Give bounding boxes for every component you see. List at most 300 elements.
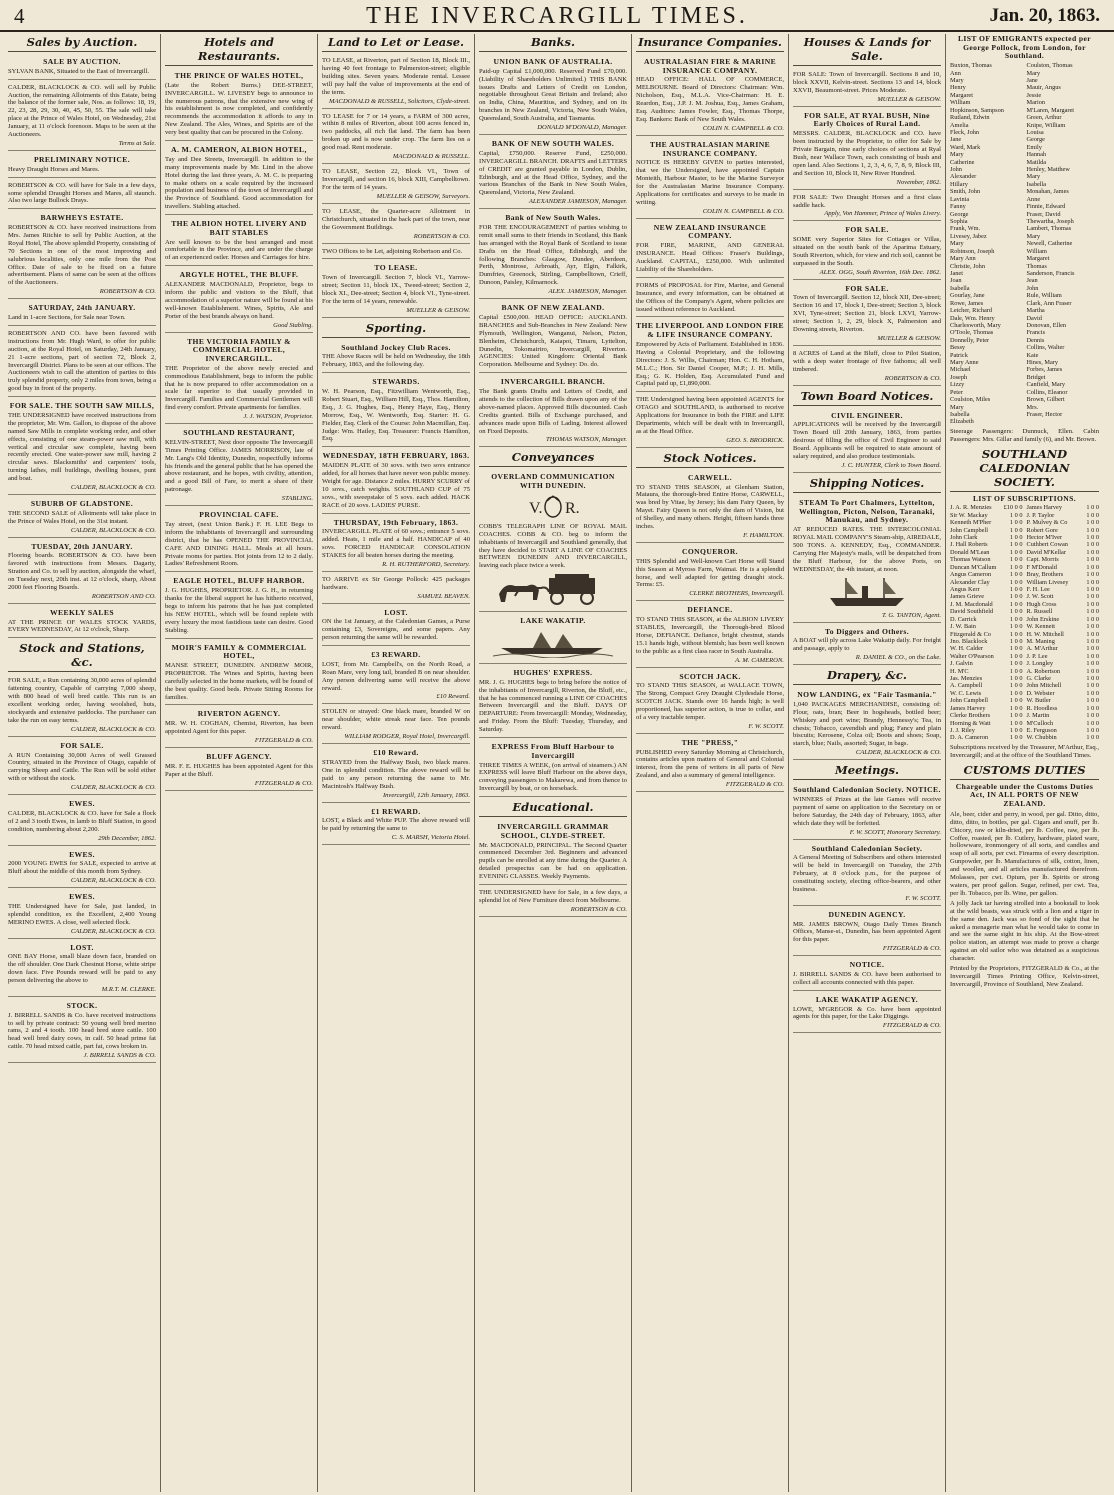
ad-title: STEWARDS. bbox=[372, 377, 420, 387]
ad-body: TO ARRIVE ex Sir George Pollock: 425 packages hardware. bbox=[322, 575, 470, 591]
subscription-amount: 1 0 0 bbox=[1009, 704, 1023, 712]
emigrant-name: Hines, Mary bbox=[1026, 359, 1058, 367]
subscription-row bbox=[1027, 556, 1100, 563]
ad-title: NOTICE. bbox=[849, 960, 885, 970]
ad-body: A BOAT will ply across Lake Wakatip daily. For freight and passage, apply to bbox=[793, 637, 941, 653]
advertisement bbox=[479, 55, 627, 135]
ad-title: THE VICTORIA FAMILY & COMMERCIAL HOTEL, INVERCARGILL. bbox=[187, 336, 291, 363]
ad-signature: Terms at Sale. bbox=[118, 139, 156, 147]
ad-title: TUESDAY, 20th JANUARY. bbox=[31, 541, 133, 551]
subscriber-name: A. M'Arthur bbox=[1026, 645, 1058, 653]
ad-title: Southland Caledonian Society. bbox=[811, 843, 923, 853]
advertisement bbox=[322, 648, 470, 704]
subscriber-name: Bray, Brothers bbox=[1026, 571, 1064, 579]
ad-title: THURSDAY, 19th February, 1863. bbox=[333, 517, 459, 527]
ad-signature: FITZGERALD & CO. bbox=[882, 945, 941, 953]
ad-body: W. H. Pearson, Esq., Fitzwilliam Wentworth, Esq., Robert Stuart, Esq., William Hill, Esq., Thos. Hamilton, Esq., J. G. Hughes, Esq., Henry Haye, Esq., Henry Morrow, Esq., W. Wentworth, Esq. Starter: H. G. Fielder, Esq. Clerk of the Course: John Macmillan, Esq. Judge: Wm. Hatley, Esq. Treasurer: Francis Hamilton, Esq. bbox=[322, 388, 470, 443]
emigrant-name: Monahan, James bbox=[1026, 188, 1069, 196]
ad-body: ROBERTSON & CO. have received instructions from Mrs. James Ritchie to sell by Public Auction, at the Royal Hotel, The above splendid Property, consisting of 70 Sections in one of the most improving and salubrious localities, only one mile from the Post Office. Date of sale to be fixed on a future advertisement. Plans of same can be seen at the offices of the Auctioneers. bbox=[8, 224, 156, 287]
ad-title: FOR SALE. THE SOUTH SAW MILLS, bbox=[9, 401, 155, 411]
subscription-row bbox=[950, 645, 1023, 652]
ad-signature: MUELLER & GEISOW. bbox=[877, 335, 941, 342]
advertisement bbox=[793, 109, 941, 190]
section-heading: SOUTHLAND CALEDONIAN SOCIETY. bbox=[950, 446, 1099, 492]
subscription-row bbox=[950, 519, 1023, 526]
ad-body: THREE TIMES A WEEK, (on arrival of steamers.) AN EXPRESS will leave Bluff Harbour on the above days, conveying passengers to Makarewa, and from thence to Invercargill by boat, or on horseback. bbox=[479, 761, 627, 793]
emigrant-name: Knipe, William bbox=[1026, 121, 1066, 129]
ad-title: THE "PRESS," bbox=[681, 737, 739, 747]
advertisement bbox=[636, 670, 784, 734]
emigrant-name: Hillary bbox=[950, 180, 968, 188]
subscription-row bbox=[1027, 631, 1100, 638]
subscription-amount: 1 0 0 bbox=[1086, 578, 1099, 586]
ad-title: UNION BANK OF AUSTRALIA. bbox=[493, 57, 613, 66]
emigrant-name: Canfield, Mary bbox=[1026, 381, 1065, 389]
advertisement bbox=[8, 606, 156, 639]
advertisement bbox=[8, 675, 156, 736]
subscription-row bbox=[1027, 690, 1100, 697]
ad-signature: COLIN N. CAMPBELL & CO. bbox=[702, 207, 784, 215]
ad-title: £10 Reward. bbox=[373, 748, 419, 758]
subscription-amount: 1 0 0 bbox=[1086, 637, 1099, 645]
ad-body: FOR FIRE, MARINE, AND GENERAL INSURANCE. Head Offices: Fraser's Buildings, Auckland. CAPITAL, £250,000. With unlimited Liability of the Shareholders. bbox=[636, 242, 784, 273]
ad-body: Mr. MACDONALD, PRINCIPAL. The Second Quarter commenced December 3rd. Beginners and advanced pupils can be enrolled at any time during the Quarter. A detailed prospectus can be had on application. EVENING CLASSES. Weekly Payments. bbox=[479, 841, 627, 881]
ad-signature: ROBERTSON & CO. bbox=[413, 232, 470, 240]
subscription-row bbox=[950, 660, 1023, 667]
advertisement bbox=[793, 908, 941, 956]
emigrant-name: William bbox=[950, 99, 971, 107]
subscription-row bbox=[1027, 579, 1100, 586]
ad-signature: 29th December, 1862. bbox=[98, 834, 156, 842]
subscription-row bbox=[950, 556, 1023, 563]
ad-body: CALDER, BLACKLOCK & CO. have for Sale a flock of 2 and 3 tooth Ewes, in lamb to Bluff Station, in good condition, numbering about 2,200. bbox=[8, 809, 156, 833]
ad-title: £3 REWARD. bbox=[371, 650, 421, 660]
emigrant-name: Henry bbox=[950, 84, 966, 92]
ad-body: STOLEN or strayed: One black mare, branded W on near shoulder, white streak near face. Ten pounds reward. bbox=[322, 708, 470, 732]
subscriber-name: E. Ferguson bbox=[1026, 727, 1057, 735]
advertisement bbox=[322, 574, 470, 604]
subscription-list bbox=[950, 504, 1099, 742]
advertisement bbox=[322, 55, 470, 109]
ad-signature: F. W. SCOTT, Honorary Secretary. bbox=[849, 828, 941, 836]
advertisement bbox=[793, 783, 941, 839]
emigrant-name: Mary bbox=[950, 151, 964, 159]
section-heading: Land to Let or Lease. bbox=[322, 34, 470, 52]
emigrant-name: Kate bbox=[1026, 351, 1039, 359]
subscriber-name: David Southfield bbox=[950, 608, 994, 616]
subscription-amount: 1 0 0 bbox=[1009, 652, 1023, 660]
subscription-row bbox=[950, 549, 1023, 556]
ad-signature: T. G. TANTON, Agent. bbox=[881, 611, 941, 619]
subscription-row bbox=[950, 697, 1023, 704]
ad-signature: ROBERTSON & CO. bbox=[884, 374, 941, 382]
subscription-row bbox=[1027, 675, 1100, 682]
section-heading: Houses & Lands for Sale. bbox=[793, 34, 941, 66]
subscription-row bbox=[1027, 504, 1100, 511]
subscription-row bbox=[950, 608, 1023, 615]
ad-body: TO LEASE for 7 or 14 years, a FARM of 300 acres, within 8 miles of Riverton, about 100 acres fenced in, two paddocks, all rich flat land. The farm has been broken up and is now under crop. The farm lies on a good road. Rent moderate. bbox=[322, 112, 470, 152]
ad-title: THE AUSTRALASIAN MARINE INSURANCE COMPANY. bbox=[649, 139, 771, 158]
ad-body: Town of Invercargill. Section 12, block XII, Dee-street; Section 16 and 17, block I, Dee-street; Section 3, block XVI, Tyne-street; Section 21, block LXVI, Yarrow-street; Section 1, 2, 29, block X, Palmerston and Downing streets, Riverton. bbox=[793, 294, 941, 334]
emigrant-name: Brown, Gilbert bbox=[1026, 396, 1065, 404]
emigrant-name: Mary Ann bbox=[950, 255, 976, 263]
ad-body: ONE BAY Horse, small blaze down face, branded on the off shoulder. One Dark Chestnut Horse, white stripe down face. Five Pounds reward will be paid to any person delivering the above to bbox=[8, 953, 156, 984]
subscription-amount: 1 0 0 bbox=[1086, 519, 1099, 527]
page-number: 4 bbox=[14, 4, 25, 28]
advertisement bbox=[479, 211, 627, 299]
subscriber-name: Jno. Blacklock bbox=[950, 637, 988, 645]
subscription-amount: 1 0 0 bbox=[1009, 637, 1023, 645]
subscription-amount: 1 0 0 bbox=[1009, 615, 1023, 623]
subscription-amount: 1 0 0 bbox=[1009, 660, 1023, 668]
ad-title: CARWELL. bbox=[687, 472, 733, 482]
emigrant-name: Rowe, James bbox=[950, 299, 984, 307]
advertisement bbox=[636, 55, 784, 136]
emigrant-name: Henley, Matthew bbox=[1026, 166, 1070, 174]
emigrant-name: Ward, Mark bbox=[950, 143, 981, 151]
emigrant-name: Donnelly, Peter bbox=[950, 336, 990, 344]
ad-body: THE Undersigned have for Sale, just landed, in splendid condition, ex the Excellent, 2,400 Young MERINO EWES. A close, well selected flock. bbox=[8, 902, 156, 926]
ad-body: Flooring boards. ROBERTSON & CO. have been favored with instructions from Messrs. Dagarty, Stratton and Co. to sell by auction, alongside the wharf, on Tuesday next, 20th inst. at 12 o'clock, sharp, About 2000 feet Flooring Boards. bbox=[8, 552, 156, 591]
emigrant-name: Isabella bbox=[950, 410, 970, 418]
advertisement bbox=[8, 890, 156, 938]
subscription-amount: 1 0 0 bbox=[1086, 608, 1099, 616]
subscription-amount: 1 0 0 bbox=[1009, 719, 1023, 727]
advertisement bbox=[165, 426, 313, 506]
subscriber-name: Angus Kerr bbox=[950, 586, 980, 593]
customs-subtitle: Chargeable under the Customs Duties Act, IN ALL PORTS OF NEW ZEALAND. bbox=[955, 781, 1094, 809]
emigrant-name: Coulston, Miles bbox=[950, 396, 991, 404]
emigrant-name: Livesey, Jabez bbox=[950, 232, 987, 240]
advertisement bbox=[8, 848, 156, 889]
ad-title: EWES. bbox=[69, 849, 95, 859]
subscription-amount: 1 0 0 bbox=[1009, 697, 1023, 705]
ad-body: Capital, £750,000. Reserve Fund, £250,000. INVERCARGILL BRANCH. DRAFTS and LETTERS of CREDIT are granted payable in London, Dublin, Edinburgh, and at the Head Office, Sydney, and the various Branches of the Bank in New South Wales, Queensland, Victoria, New Zealand. bbox=[479, 149, 627, 197]
ad-body: 1,040 PACKAGES MERCHANDISE, consisting of: Flour, oats, bran; Beer in hogsheads, bottled beer; Whiskey and port wine; Brandy, Hennessy's; Tea, in chests; Tobacco, cavendish and plug; Fancy and plain biscuits; Kerosene, Colza oil; Boots and shoes; Soap, starch, blue; Nails, assorted; Sugar, in bags. bbox=[793, 700, 941, 748]
subscription-amount: 1 0 0 bbox=[1086, 541, 1099, 549]
emigrant-column bbox=[1027, 62, 1100, 426]
subscription-amount: 1 0 0 bbox=[1009, 586, 1023, 593]
subscription-row bbox=[1027, 608, 1100, 615]
emigrant-name: Fleck, John bbox=[950, 128, 980, 136]
subscription-amount: 1 0 0 bbox=[1009, 541, 1023, 549]
ad-signature: F. W. SCOTT. bbox=[905, 894, 941, 902]
ad-signature: STABLING. bbox=[281, 495, 313, 503]
ad-title: ARGYLE HOTEL, THE BLUFF. bbox=[179, 270, 299, 280]
ad-title: SOUTHLAND RESTAURANT, bbox=[183, 428, 295, 438]
emigrant-name: Christie, John bbox=[950, 262, 985, 270]
advertisement bbox=[165, 641, 313, 706]
subscription-row bbox=[950, 705, 1023, 712]
advertisement bbox=[322, 805, 470, 846]
advertisement bbox=[322, 166, 470, 204]
emigrant-name: Fraser, David bbox=[1026, 210, 1061, 218]
advertisement bbox=[8, 540, 156, 604]
subscription-row bbox=[1027, 720, 1100, 727]
subscription-row bbox=[1027, 668, 1100, 675]
subscriber-name: F. H. Lee bbox=[1026, 586, 1050, 593]
subscription-notes: Subscriptions received by the Treasurer, M'Arthur, Esq., Invercargill; and at the office of the Southland Times. bbox=[950, 743, 1099, 759]
ad-title: LAKE WAKATIP. bbox=[520, 616, 586, 626]
ad-title: BARWHEYS ESTATE. bbox=[40, 213, 124, 223]
emigrant-name: Emily bbox=[1026, 143, 1042, 151]
emigrant-name: Bridget bbox=[1026, 373, 1046, 381]
emigrant-name: Mary bbox=[1026, 173, 1041, 181]
subscriber-name: Thomas Watson bbox=[950, 556, 991, 564]
ad-signature: FITZGERALD & CO. bbox=[882, 1022, 941, 1030]
subscription-row bbox=[1027, 727, 1100, 734]
ad-body: THE SECOND SALE of Allotments will take place in the Prince of Wales Hotel, on the 31st instant. bbox=[8, 509, 156, 525]
subscription-amount: 1 0 0 bbox=[1009, 563, 1023, 571]
advertisement bbox=[165, 335, 313, 425]
advertisement bbox=[636, 603, 784, 667]
emigrant-name: Jane bbox=[950, 136, 962, 144]
emigrant-name: Isabella bbox=[950, 284, 970, 292]
emigrant-name: Coulston, Thomas bbox=[1026, 62, 1073, 70]
subscription-amount: 1 0 0 bbox=[1086, 593, 1099, 601]
advertisement bbox=[8, 328, 156, 397]
subscriber-name: R. Hoodless bbox=[1026, 704, 1058, 712]
ad-title: WEEKLY SALES bbox=[50, 607, 114, 617]
emigrant-name: Forbes, James bbox=[1026, 366, 1063, 374]
ad-title: MOIR'S FAMILY & COMMERCIAL HOTEL, bbox=[171, 642, 307, 661]
subscriber-name: J. Hall Roberts bbox=[950, 541, 988, 549]
emigrant-name: Francis bbox=[1026, 329, 1046, 337]
ad-signature: ROBERTSON AND CO. bbox=[91, 592, 156, 600]
emigrant-notes: Steerage Passengers: Dunnuck, Ellen. Cabin Passengers: Mrs. Gillar and family (6), and Mr. Brown. bbox=[950, 427, 1099, 443]
ad-body: MR. J. G. HUGHES begs to bring before the notice of the inhabitants of Invercargill, Riverton, the Bluff, etc., that he has commenced running a LINE OF COACHES Between Invercargill and the Bluff. DAYS OF DEPARTURE: From Invercargill: Monday, Wednesday, and Friday. From the Bluff: Tuesday, Thursday, and Saturday. bbox=[479, 678, 627, 734]
ad-body: TO STAND THIS SEASON, at WALLACE TOWN, The Strong, Compact Grey Draught Clydesdale Horse, SCOTCH JACK. Stands over 16 hands high; is well proportioned, has superior action, is true to collar, and of a very tractable temper. bbox=[636, 682, 784, 721]
advertisement bbox=[793, 688, 941, 760]
subscriber-name: Alexander Clay bbox=[950, 578, 990, 586]
column-5 bbox=[632, 34, 789, 1492]
ad-title: SATURDAY, 24th JANUARY. bbox=[28, 303, 136, 313]
subscriber-name: P. Mulvey & Co bbox=[1026, 519, 1068, 527]
subscription-row bbox=[950, 712, 1023, 719]
subscriber-name: W. Kennett bbox=[1026, 623, 1055, 631]
emigrant-name: Margaret bbox=[950, 91, 973, 99]
subscription-row bbox=[950, 690, 1023, 697]
subscription-row bbox=[1027, 549, 1100, 556]
section-heading: Drapery, &c. bbox=[793, 667, 941, 685]
subscription-amount: 1 0 0 bbox=[1009, 571, 1023, 579]
emigrant-name: Robinson, Joseph bbox=[950, 247, 995, 255]
ad-body: TO LEASE, the Quarter-acre Allotment in Christchurch, situated in the back part of the town, near the Government Buildings. bbox=[322, 207, 470, 231]
ad-body: MESSRS. CALDER, BLACKLOCK and CO. have been instructed by the Proprietor, to offer for Sale by Private Bargain, nine early choices of sections at Ryal Bush, near Wallace Town, each consisting of bush and open land. Also Sections 1, 2, 3, 4, 6, 7, 8, 9, Block III, and Section 10, Block II, New River Hundred. bbox=[793, 130, 941, 177]
ad-title: FOR SALE, AT RYAL BUSH, Nine Early Choices of Rural Land. bbox=[804, 110, 930, 129]
subscriber-name: M. Maning bbox=[1026, 637, 1055, 645]
subscription-row bbox=[1027, 586, 1100, 593]
ad-body: J. G. HUGHES, PROPRIETOR. J. G. H., in returning thanks for the liberal support he has hitherto received, begs to inform his patrons that he has just completed his NEW HOTEL, which will be found replete with every luxury the most fastidious taste can desire. Good Stabling. bbox=[165, 587, 313, 634]
ad-body: (Late the Robert Burns.) DEE-STREET, INVERCARGILL. W. LIVESEY begs to announce to the numerous patrons, that the extensive new wing of his establishment is now completed, and confidently recommends the accommodation it affords to any in New Zealand. The Ales, Wines, and Spirits are of the very best quality that can be procured in the Colony. bbox=[165, 81, 313, 137]
ad-signature: ALEX. OGG, South Riverton, 16th Dec. 1862. bbox=[819, 268, 941, 276]
advertisement bbox=[636, 471, 784, 543]
subscriber-name: Horning & Watt bbox=[950, 719, 991, 727]
emigrant-name: Thewartha, Joseph bbox=[1026, 218, 1074, 226]
subscription-row bbox=[1027, 519, 1100, 526]
column-7 bbox=[946, 34, 1103, 1492]
emigrant-name: Sanderson, Francis bbox=[1026, 269, 1075, 277]
ad-signature: MUELLER & GEISOW. bbox=[877, 95, 941, 103]
ad-body: STRAYED from the Halfway Bush, two black mares. One in splendid condition. The above reward will be paid to any person returning the same to Mr. Macintosh's Halfway Bush. bbox=[322, 758, 470, 790]
subscriber-name: W. Chubbin bbox=[1026, 734, 1057, 742]
subscription-amount: 1 0 0 bbox=[1086, 548, 1099, 556]
section-heading: Stock and Stations, &c. bbox=[8, 640, 156, 672]
subscription-row bbox=[1027, 653, 1100, 660]
subscription-row bbox=[950, 668, 1023, 675]
ad-body: CALDER, BLACKLOCK & CO. will sell by Public Auction, the remaining Allotments of this Estate, being the balance of the former sale, Nos. as follows: 18, 19, 22, 23, 28, 29, 30, 40, 45, 50, 55. The sale will take place at the Prince of Wales Hotel, on Wednesday, 21st January, at 11 o'clock forenoon. Maps to be seen at the Auctioneers. bbox=[8, 83, 156, 139]
masthead bbox=[0, 0, 1114, 32]
subscriber-name: J. J. Riley bbox=[950, 727, 975, 735]
advertisement bbox=[636, 394, 784, 448]
advertisement bbox=[322, 246, 470, 260]
subscription-amount: 1 0 0 bbox=[1009, 675, 1023, 683]
subscription-row bbox=[1027, 601, 1100, 608]
emigrant-name: Alexander bbox=[950, 173, 977, 181]
subscriber-name: David M'Kellar bbox=[1026, 548, 1066, 556]
advertisement bbox=[479, 137, 627, 209]
ad-body: THE Proprietor of the above newly erected and commodious Establishment, begs to inform the public that he is now prepared to offer accommodation on a scale far superior to that usually provided in Invercargill. Families and Commercial Gentlemen will find every comfort. Private apartments for families. bbox=[165, 364, 313, 412]
advertisement bbox=[8, 739, 156, 795]
subscription-row bbox=[950, 720, 1023, 727]
ad-title: BANK OF NEW ZEALAND. bbox=[501, 303, 605, 313]
emigrant-name: Michael bbox=[950, 366, 971, 374]
emigrant-name: Patrick bbox=[950, 351, 968, 359]
ad-body: MAIDEN PLATE of 30 sovs. with two sovs entrance added, for all horses that have never won public money. Weight for age. Distance 2 miles. HURRY SCURRY of 10 sovs., catch weights. SOUTHLAND CUP of 75 sovs., with sweepstake of 5 sovs. each added. HACK RACE of 20 sovs. LADIES' PURSE. bbox=[322, 462, 470, 509]
subscription-row bbox=[950, 734, 1023, 741]
advertisement bbox=[165, 143, 313, 215]
subscriber-name: J. P. Taylor bbox=[1026, 511, 1055, 519]
subscription-row bbox=[1027, 616, 1100, 623]
ad-body: PUBLISHED every Saturday Morning at Christchurch, contains articles upon matters of General and Colonial interest, from the pens of writers in all parts of New Zealand, and also a summary of general intelligence. bbox=[636, 748, 784, 780]
emigrant-name: Green, Arthur bbox=[1026, 114, 1062, 122]
ad-body: FORMS of PROPOSAL for Fire, Marine, and General Insurance, and every information, can be obtained at the Offices of the Company's Agent, where policies are issued without reference to Auckland. bbox=[636, 281, 784, 313]
emigrant-name: Mary bbox=[950, 240, 964, 248]
advertisement bbox=[165, 268, 313, 332]
ad-title: BLUFF AGENCY. bbox=[206, 752, 272, 761]
ad-body: SYLVAN BANK, Situated to the East of Invercargill. bbox=[8, 67, 150, 75]
section-heading: Stock Notices. bbox=[636, 450, 784, 468]
advertisement bbox=[636, 280, 784, 318]
subscriber-name: Duncan M'Callum bbox=[950, 563, 997, 571]
advertisement bbox=[322, 261, 470, 317]
subscription-row bbox=[1027, 623, 1100, 630]
emigrant-name: O'Toole, Thomas bbox=[950, 329, 994, 337]
advertisement bbox=[322, 111, 470, 165]
ad-body: COBB'S TELEGRAPH LINE OF ROYAL MAIL COACHES. COBB & CO. beg to inform the inhabitants of Invercargill and Southland generally, that they have decided to START A LINE OF COACHES BETWEEN DUNEDIN AND INVERCARGILL, leaving each place twice a week. bbox=[479, 522, 627, 570]
emigrant-name: Lavinia bbox=[950, 195, 970, 203]
emigrant-name: Mrs. bbox=[1026, 403, 1039, 411]
column-6 bbox=[789, 34, 946, 1492]
subscriber-name: D. Carrick bbox=[950, 615, 977, 623]
ad-body: TO STAND THIS SEASON, at Glenham Station, Mataura, the thorough-bred Entire Horse, CARWELL, was bred by Vitae, by Jersey; his dam Fairy Queen, by Mayet. Fairy Queen is not only the dam of Vision, but of Shelley, and many others. Height, fifteen hands three inches. bbox=[636, 483, 784, 531]
advertisement bbox=[793, 69, 941, 107]
ad-body: ALEXANDER MACDONALD, Proprietor, begs to inform the public and visitors to the Bluff, that accommodation of a superior nature will be found at his well-known Establishment. Wines, Spirits, Ale and Porter of the best brands always on hand. bbox=[165, 281, 313, 320]
emigrant-name: Collins, Eleanor bbox=[1026, 388, 1068, 396]
ad-title: THE LIVERPOOL AND LONDON FIRE & LIFE INSURANCE COMPANY. bbox=[636, 321, 784, 340]
subscription-amount: 1 0 0 bbox=[1086, 504, 1099, 512]
ad-title: Southland Jockey Club Races. bbox=[341, 342, 451, 352]
subscription-row bbox=[1027, 534, 1100, 541]
advertisement bbox=[793, 223, 941, 279]
subscription-amount: 1 0 0 bbox=[1086, 727, 1099, 735]
ad-body: Capital £500,000. HEAD OFFICE: AUCKLAND. BRANCHES and Sub-Branches in New Zealand: New Plymouth, Wellington, Wanganui, Nelson, Picton, Blenheim, Christchurch, Kaiapoi, Timaru, Lyttelton, Dunedin, Tokomairiro, Invercargill, Riverton. AGENCIES: United Kingdom: Oriental Bank Corporation. Melbourne and Sydney: Do. do. bbox=[479, 313, 627, 369]
subscriber-name: Jas. Menzies bbox=[950, 675, 983, 683]
ad-signature: CALDER, BLACKLOCK & CO. bbox=[70, 877, 156, 885]
ad-body: Tay and Dee Streets, Invercargill. In addition to the many improvements made by Mr. Lind in the above Hotel during the last three years, A. M. C. is preparing to make others on a scale required by the increased population and business of the town of Invercargill and the Province of Southland. Good accommodation for travellers. Stabling attached. bbox=[165, 155, 313, 211]
emigrant-name: Elizabeth bbox=[950, 418, 974, 426]
ad-title: FOR SALE. bbox=[60, 740, 104, 750]
emigrant-name: Jessie bbox=[1026, 91, 1042, 99]
subscriber-name: H. W. Mitchell bbox=[1026, 630, 1064, 638]
subscriber-name: Clerke Brothers bbox=[950, 712, 991, 720]
subscriber-name: Hector M'Iver bbox=[1026, 534, 1063, 542]
ad-title: SALE BY AUCTION. bbox=[43, 57, 121, 66]
ad-title: EAGLE HOTEL, BLUFF HARBOR. bbox=[173, 576, 305, 586]
emigrant-name: Sophia bbox=[950, 218, 968, 226]
subscriber-name: Angus Cameron bbox=[950, 571, 992, 579]
coach-illustration-icon bbox=[493, 572, 613, 606]
ad-body: FOR SALE: Two Draught Horses and a first class saddle hack. bbox=[793, 193, 941, 209]
subscription-row bbox=[950, 616, 1023, 623]
advertisement bbox=[165, 750, 313, 791]
ad-body: SOME very Superior Sites for Cottages or Villas, situated on the south bank of the Aparima Estuary, South Riverton, which, for view and rich soil, cannot be surpassed in the South. bbox=[793, 236, 941, 267]
subscriber-name: J. A. R. Menzies bbox=[950, 504, 992, 512]
ad-signature: M.R.T. M. CLERKE. bbox=[101, 985, 156, 993]
ad-title: RIVERTON AGENCY. bbox=[197, 709, 281, 719]
ad-title: BANK OF NEW SOUTH WALES. bbox=[491, 139, 615, 149]
emigrant-name: Hannah bbox=[1026, 151, 1047, 159]
emigrant-name: Matilda bbox=[1026, 158, 1047, 166]
advertisement bbox=[793, 348, 941, 386]
ad-body: J. BIRRELL SANDS & CO. have been authorised to collect all accounts connected with this paper. bbox=[793, 971, 941, 986]
ad-title: THE PRINCE OF WALES HOTEL, bbox=[174, 71, 304, 80]
advertisement bbox=[793, 842, 941, 906]
ad-body: Are well known to be the best arranged and most comfortable in the Province, and are under the charge of an experienced ostler. Horses and Carriages for hire. bbox=[165, 238, 313, 262]
ad-signature: ALEXANDER JAMIESON, Manager. bbox=[528, 198, 627, 206]
subscription-amount: 1 0 0 bbox=[1086, 630, 1099, 638]
subscription-amount: 1 0 0 bbox=[1086, 675, 1099, 683]
ad-body: MR. W. H. COGHAN, Chemist, Riverton, has been appointed Agent for this paper. bbox=[165, 720, 313, 736]
ad-body: THE Undersigned having been appointed AGENTS for OTAGO and SOUTHLAND, is authorised to receive Applications for Insurance in both the FIRE and LIFE Departments, which will be dealt with in Invercargill, as at the Head Office. bbox=[636, 396, 784, 435]
subscription-row bbox=[950, 504, 1023, 511]
ad-signature: WILLIAM RODGER, Royal Hotel, Invercargill. bbox=[344, 733, 470, 741]
ad-body: APPLICATIONS will be received by the Invercargill Town Board till 20th January, 1863, from parties desirous of filling the office of Civil Engineer to said Board. Applicants will be required to state amount of salary required, and also produce testimonials. bbox=[793, 421, 941, 461]
ad-signature: CALDER, BLACKLOCK & CO. bbox=[70, 784, 156, 792]
subscription-row bbox=[950, 571, 1023, 578]
emigrant-name: Mary bbox=[1026, 232, 1041, 240]
ad-body: FOR SALE, a Run containing 30,000 acres of splendid fattening country, Capable of carrying 7,000 sheep, with 800 head of well bred cattle. This run is an excellent working order, having woolshed, huts, stockyards and extensive paddocks. The purchaser can take the run on easy terms. bbox=[8, 677, 156, 724]
advertisement bbox=[793, 282, 941, 346]
subscriber-name: Hugh Cross bbox=[1026, 600, 1057, 608]
emigrant-name: Rule, William bbox=[1026, 292, 1062, 300]
advertisement bbox=[165, 508, 313, 572]
subscriber-name: W. Butler bbox=[1026, 697, 1051, 705]
ad-title: CONQUEROR. bbox=[681, 547, 739, 556]
advertisement bbox=[322, 375, 470, 447]
subscription-row bbox=[950, 601, 1023, 608]
ad-body: LOWE, M'GREGOR & Co. have been appointed agents for this paper, for the Lake Diggings. bbox=[793, 1005, 941, 1021]
emigrant-name: Lambert, Thomas bbox=[1026, 225, 1072, 233]
ad-signature: CALDER, BLACKLOCK & CO. bbox=[70, 484, 156, 492]
subscriber-name: J. M. Macdonald bbox=[950, 600, 993, 608]
ad-body: ROBERTSON & CO. will have for Sale in a few days, some splendid Draught Horses and Mares, all staunch. Also two large Bullock Drays. bbox=[8, 181, 156, 205]
subscriber-name: R. Russell bbox=[1026, 608, 1053, 616]
advertisement bbox=[479, 740, 627, 797]
subscriber-name: Robert Gore bbox=[1026, 526, 1058, 534]
subscriber-name: J. Martin bbox=[1026, 712, 1050, 720]
ad-signature: MACDONALD & RUSSELL. bbox=[392, 153, 470, 161]
